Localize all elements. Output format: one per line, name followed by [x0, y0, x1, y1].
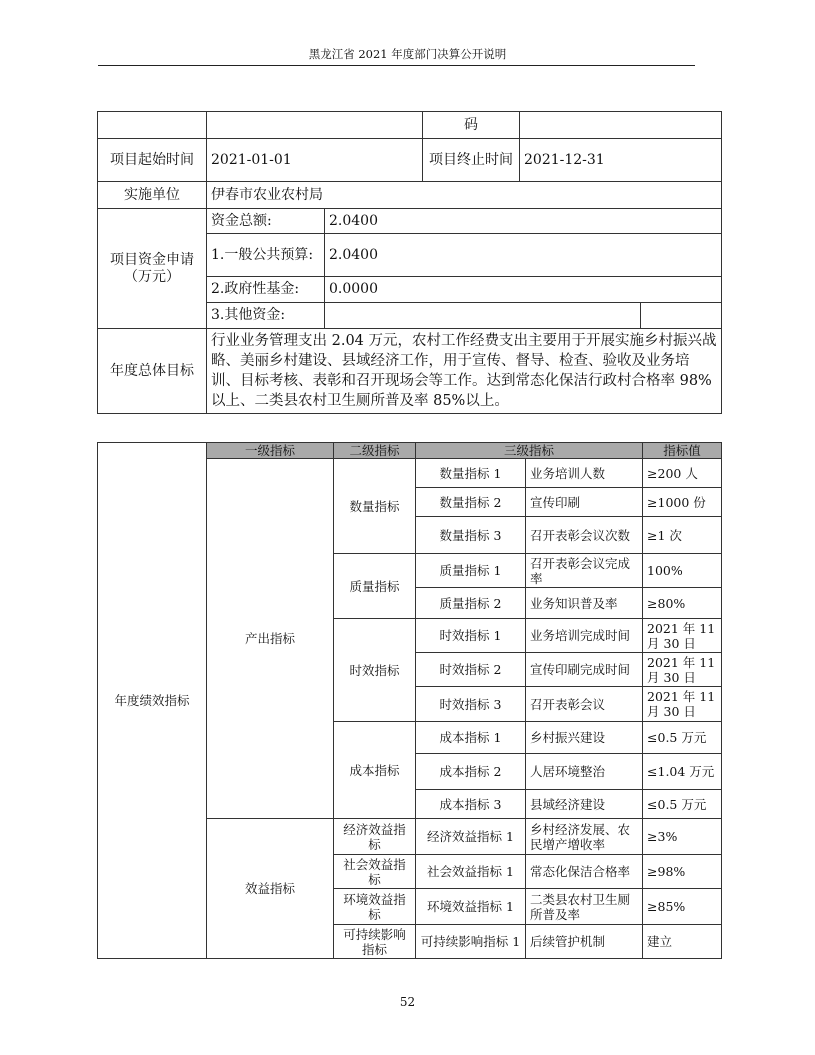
indicator-content: 乡村振兴建设 [526, 722, 643, 754]
indicator-content: 业务培训完成时间 [526, 619, 643, 653]
header-rule [98, 65, 695, 66]
header-value: 指标值 [643, 443, 722, 459]
indicator-value: ≥80% [643, 588, 722, 619]
project-info-table [97, 111, 722, 414]
unit-label: 实施单位 [98, 182, 207, 209]
indicator-value: ≤0.5 万元 [643, 790, 722, 819]
fund-other-label: 3.其他资金: [207, 303, 325, 329]
code-label-cell: 码 [423, 112, 520, 139]
indicator-name: 成本指标 2 [416, 754, 526, 790]
indicator-value: 2021 年 11 月 30 日 [643, 619, 722, 653]
indicator-name: 数量指标 1 [416, 459, 526, 488]
indicator-value: ≤0.5 万元 [643, 722, 722, 754]
fund-label: 项目资金申请（万元） [98, 209, 207, 329]
fund-gov-label: 2.政府性基金: [207, 277, 325, 303]
indicator-content: 召开表彰会议 [526, 687, 643, 722]
indicator-value: 2021 年 11 月 30 日 [643, 687, 722, 722]
end-time-value: 2021-12-31 [520, 139, 722, 182]
fund-other-value [325, 303, 641, 329]
fund-general-label: 1.一般公共预算: [207, 234, 325, 277]
goal-text: 行业业务管理支出 2.04 万元，农村工作经费支出主要用于开展实施乡村振兴战略、美丽乡村建设、县域经济工作，用于宣传、督导、检查、验收及业务培训、目标考核、表彰和召开现场会等工作。达到常态化保洁行政村合格率 98%以上、二类县农村卫生厕所普及率 85%以上。 [207, 329, 722, 414]
indicator-name: 经济效益指标 1 [416, 819, 526, 855]
indicator-value: ≥3% [643, 819, 722, 855]
indicator-value: ≥85% [643, 889, 722, 925]
page-header: 黑龙江省 2021 年度部门决算公开说明 [308, 47, 507, 61]
indicator-content: 宣传印刷完成时间 [526, 653, 643, 687]
start-time-value: 2021-01-01 [207, 139, 423, 182]
indicator-content: 县域经济建设 [526, 790, 643, 819]
indicator-value: ≥200 人 [643, 459, 722, 488]
indicator-content: 召开表彰会议完成率 [526, 554, 643, 588]
header-level3: 三级指标 [416, 443, 643, 459]
indicator-content: 业务知识普及率 [526, 588, 643, 619]
header-level2: 二级指标 [334, 443, 416, 459]
indicator-value: 100% [643, 554, 722, 588]
indicator-name: 时效指标 2 [416, 653, 526, 687]
indicator-name: 成本指标 3 [416, 790, 526, 819]
indicator-content: 召开表彰会议次数 [526, 517, 643, 554]
blank-cell [98, 112, 207, 139]
page-number: 52 [399, 995, 416, 1009]
quantity-indicator-label: 数量指标 [334, 459, 416, 554]
performance-table [97, 442, 722, 959]
indicator-value: ≤1.04 万元 [643, 754, 722, 790]
benefit-level2: 社会效益指标 [334, 855, 416, 889]
indicator-value: 建立 [643, 925, 722, 959]
indicator-name: 环境效益指标 1 [416, 889, 526, 925]
fund-general-value: 2.0400 [325, 234, 722, 277]
blank-cell [207, 112, 423, 139]
start-time-label: 项目起始时间 [98, 139, 207, 182]
indicator-name: 质量指标 1 [416, 554, 526, 588]
quality-indicator-label: 质量指标 [334, 554, 416, 619]
indicator-name: 社会效益指标 1 [416, 855, 526, 889]
blank-cell [641, 303, 722, 329]
cost-indicator-label: 成本指标 [334, 722, 416, 819]
indicator-content: 乡村经济发展、农民增产增收率 [526, 819, 643, 855]
indicator-value: ≥1000 份 [643, 488, 722, 517]
end-time-label: 项目终止时间 [423, 139, 520, 182]
header-level1: 一级指标 [207, 443, 334, 459]
indicator-name: 时效指标 1 [416, 619, 526, 653]
fund-gov-value: 0.0000 [325, 277, 722, 303]
benefit-level2: 可持续影响指标 [334, 925, 416, 959]
indicator-name: 成本指标 1 [416, 722, 526, 754]
indicator-value: 2021 年 11 月 30 日 [643, 653, 722, 687]
fund-total-value: 2.0400 [325, 209, 722, 234]
unit-value: 伊春市农业农村局 [207, 182, 722, 209]
perf-label: 年度绩效指标 [98, 443, 207, 959]
benefit-level2: 经济效益指标 [334, 819, 416, 855]
benefit-level2: 环境效益指标 [334, 889, 416, 925]
fund-total-label: 资金总额: [207, 209, 325, 234]
blank-cell [520, 112, 722, 139]
timeliness-indicator-label: 时效指标 [334, 619, 416, 722]
output-indicator-label: 产出指标 [207, 459, 334, 819]
indicator-name: 可持续影响指标 1 [416, 925, 526, 959]
indicator-content: 人居环境整治 [526, 754, 643, 790]
indicator-name: 数量指标 2 [416, 488, 526, 517]
indicator-content: 业务培训人数 [526, 459, 643, 488]
indicator-content: 常态化保洁合格率 [526, 855, 643, 889]
goal-label: 年度总体目标 [98, 329, 207, 414]
indicator-value: ≥98% [643, 855, 722, 889]
indicator-content: 后续管护机制 [526, 925, 643, 959]
indicator-content: 宣传印刷 [526, 488, 643, 517]
indicator-value: ≥1 次 [643, 517, 722, 554]
indicator-name: 质量指标 2 [416, 588, 526, 619]
benefit-indicator-label: 效益指标 [207, 819, 334, 959]
indicator-name: 数量指标 3 [416, 517, 526, 554]
indicator-name: 时效指标 3 [416, 687, 526, 722]
indicator-content: 二类县农村卫生厕所普及率 [526, 889, 643, 925]
